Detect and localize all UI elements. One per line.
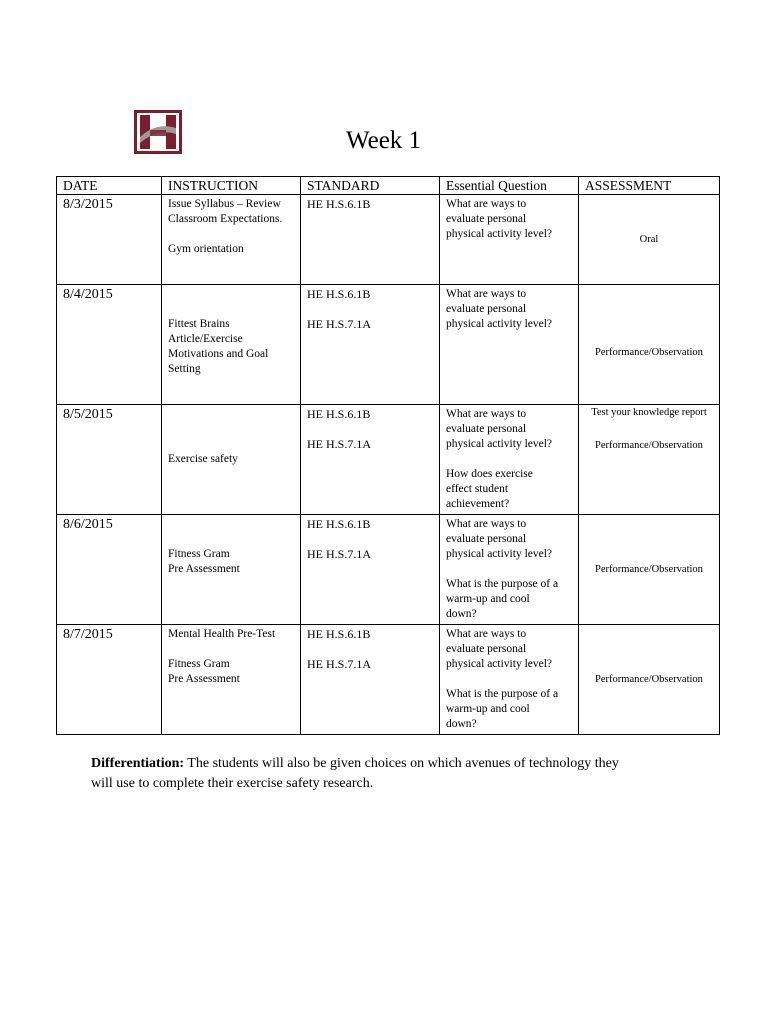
- date-cell: 8/4/2015: [57, 285, 162, 405]
- instruction-line: Mental Health Pre-Test: [168, 628, 276, 640]
- instruction-cell: [162, 625, 301, 735]
- instruction-line: Classroom Expectations.: [168, 213, 283, 225]
- standard-line: HE H.S.6.1B: [307, 287, 371, 301]
- question-line: evaluate personal: [446, 643, 527, 655]
- question-cell: [440, 405, 579, 515]
- question-cell: [440, 285, 579, 405]
- question-line: What are ways to: [446, 628, 527, 640]
- question-line: evaluate personal: [446, 423, 527, 435]
- differentiation-text-line1: The students will also be given choices on which avenues of technology they: [184, 756, 619, 771]
- question-line: physical activity level?: [446, 228, 553, 240]
- instruction-line: Fitness Gram: [168, 658, 230, 670]
- question-line: physical activity level?: [446, 658, 553, 670]
- differentiation-label: Differentiation:: [91, 756, 185, 771]
- assessment-line: Test your knowledge report: [591, 407, 707, 418]
- table-header-row: [57, 177, 720, 195]
- school-logo: [134, 110, 182, 154]
- instruction-line: Setting: [168, 363, 201, 375]
- standard-cell: [301, 405, 440, 515]
- question-line: down?: [446, 718, 477, 730]
- assessment-line: Performance/Observation: [595, 440, 703, 451]
- instruction-line: Pre Assessment: [168, 563, 240, 575]
- instruction-cell: [162, 405, 301, 515]
- standard-cell: [301, 625, 440, 735]
- header-instruction: INSTRUCTION: [162, 177, 301, 195]
- assessment-cell: [579, 405, 720, 515]
- instruction-cell: [162, 195, 301, 285]
- table-row: [57, 285, 720, 405]
- assessment-cell: [579, 515, 720, 625]
- question-line: What are ways to: [446, 198, 527, 210]
- instruction-cell: [162, 515, 301, 625]
- page-title: Week 1: [346, 127, 422, 154]
- question-line: warm-up and cool: [446, 593, 530, 605]
- instruction-line: Pre Assessment: [168, 673, 240, 685]
- instruction-line: Fittest Brains: [168, 318, 230, 330]
- header-date: DATE: [57, 177, 162, 195]
- assessment-cell: [579, 285, 720, 405]
- standard-cell: [301, 195, 440, 285]
- question-cell: [440, 625, 579, 735]
- standard-line: HE H.S.6.1B: [307, 627, 371, 641]
- table-row: [57, 195, 720, 285]
- question-line: What are ways to: [446, 518, 527, 530]
- date-cell: 8/3/2015: [57, 195, 162, 285]
- assessment-line: Performance/Observation: [595, 564, 703, 575]
- table-row: [57, 515, 720, 625]
- date-cell: 8/5/2015: [57, 405, 162, 515]
- question-line: achievement?: [446, 498, 510, 510]
- question-line: physical activity level?: [446, 318, 553, 330]
- question-line: What are ways to: [446, 288, 527, 300]
- question-line: evaluate personal: [446, 213, 527, 225]
- question-line: physical activity level?: [446, 438, 553, 450]
- standard-line: HE H.S.7.1A: [307, 657, 372, 671]
- header-assessment: ASSESSMENT: [579, 177, 720, 195]
- assessment-cell: [579, 195, 720, 285]
- instruction-line: Motivations and Goal: [168, 348, 269, 360]
- question-line: evaluate personal: [446, 303, 527, 315]
- instruction-line: Article/Exercise: [168, 333, 243, 345]
- table-row: [57, 625, 720, 735]
- differentiation-text-line2: will use to complete their exercise safety research.: [91, 776, 374, 791]
- question-line: warm-up and cool: [446, 703, 530, 715]
- question-line: evaluate personal: [446, 533, 527, 545]
- lesson-plan-table: [56, 176, 720, 735]
- assessment-line: Performance/Observation: [595, 674, 703, 685]
- table-row: [57, 405, 720, 515]
- question-cell: [440, 195, 579, 285]
- question-line: What is the purpose of a: [446, 578, 559, 590]
- standard-line: HE H.S.6.1B: [307, 197, 371, 211]
- standard-line: HE H.S.6.1B: [307, 517, 371, 531]
- standard-line: HE H.S.7.1A: [307, 547, 372, 561]
- instruction-line: Issue Syllabus – Review: [168, 198, 281, 210]
- question-line: effect student: [446, 483, 509, 495]
- standard-line: HE H.S.6.1B: [307, 407, 371, 421]
- header-standard: STANDARD: [301, 177, 440, 195]
- question-cell: [440, 515, 579, 625]
- differentiation-paragraph: [91, 754, 681, 794]
- question-line: What is the purpose of a: [446, 688, 559, 700]
- standard-cell: [301, 515, 440, 625]
- assessment-line: Performance/Observation: [595, 347, 703, 358]
- standard-cell: [301, 285, 440, 405]
- question-line: How does exercise: [446, 468, 533, 480]
- question-line: physical activity level?: [446, 548, 553, 560]
- date-cell: 8/6/2015: [57, 515, 162, 625]
- instruction-line: Gym orientation: [168, 243, 244, 255]
- header-essential-question: Essential Question: [440, 177, 579, 195]
- question-line: What are ways to: [446, 408, 527, 420]
- instruction-line: Exercise safety: [168, 453, 238, 465]
- standard-line: HE H.S.7.1A: [307, 437, 372, 451]
- question-line: down?: [446, 608, 477, 620]
- instruction-line: Fitness Gram: [168, 548, 230, 560]
- standard-line: HE H.S.7.1A: [307, 317, 372, 331]
- instruction-cell: [162, 285, 301, 405]
- assessment-line: Oral: [639, 234, 659, 245]
- assessment-cell: [579, 625, 720, 735]
- date-cell: 8/7/2015: [57, 625, 162, 735]
